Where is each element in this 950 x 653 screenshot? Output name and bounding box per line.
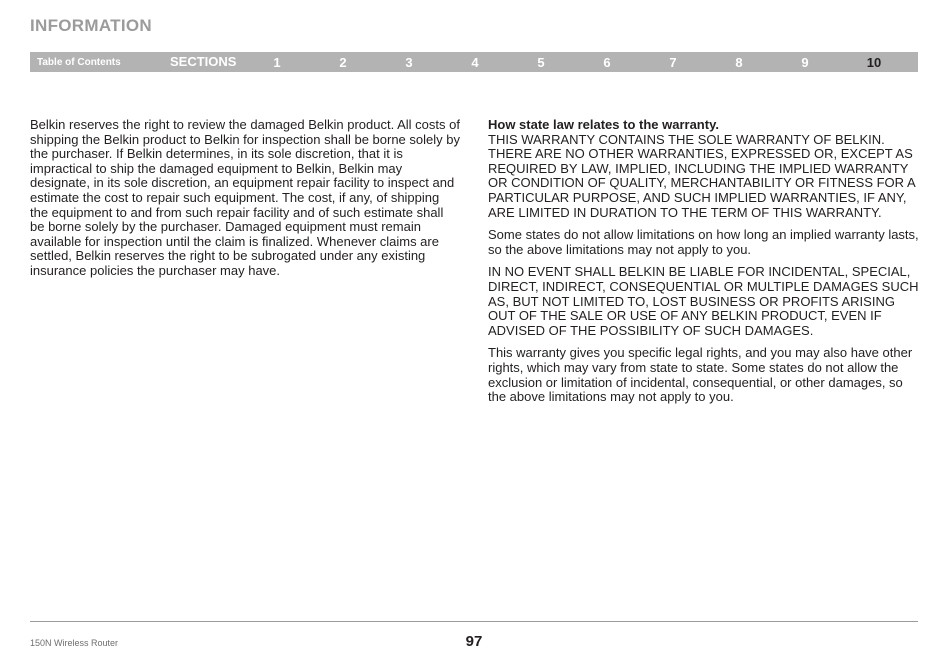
section-link-2[interactable]: 2 (339, 55, 347, 70)
section-link-7[interactable]: 7 (669, 55, 677, 70)
section-link-10-active[interactable]: 10 (866, 55, 882, 70)
section-link-5[interactable]: 5 (537, 55, 545, 70)
section-link-4[interactable]: 4 (471, 55, 479, 70)
right-column (488, 118, 920, 413)
state-law-heading: How state law relates to the warranty. (488, 117, 719, 132)
section-link-3[interactable]: 3 (405, 55, 413, 70)
repair-inspection-paragraph: Belkin reserves the right to review the damaged Belkin product. All costs of shipping the Belkin product to Belkin for inspection shall be borne solely by the purchaser. If Belkin determines, in its sole discretion, that it is impractical to ship the damaged equipment to Belkin, Belkin may designate, in its sole discretion, an equipment repair facility to inspect and estimate the cost to repair such equipment. The cost, if any, of shipping the equipment to and from such repair facility and of such estimate shall be borne solely by the purchaser. Damaged equipment must remain available for inspection until the claim is finalized. Whenever claims are settled, Belkin reserves the right to be subrogated under any existing insurance policies the purchaser may have. (30, 117, 460, 278)
liability-disclaimer-paragraph: IN NO EVENT SHALL BELKIN BE LIABLE FOR INCIDENTAL, SPECIAL, DIRECT, INDIRECT, CONSEQUENTIAL OR MULTIPLE DAMAGES SUCH AS, BUT NOT LIMITED TO, LOST BUSINESS OR PROFITS ARISING OUT OF THE SALE OR USE OF ANY BELKIN PRODUCT, EVEN IF ADVISED OF THE POSSIBILITY OF SUCH DAMAGES. (488, 264, 919, 338)
left-column (30, 118, 460, 287)
section-link-9[interactable]: 9 (801, 55, 809, 70)
page-number: 97 (465, 633, 483, 650)
implied-warranty-limitation-paragraph: Some states do not allow limitations on how long an implied warranty lasts, so the above limitations may not apply to you. (488, 227, 919, 257)
state-law-section (488, 118, 920, 220)
footer-product-name: 150N Wireless Router (30, 638, 119, 648)
section-link-6[interactable]: 6 (603, 55, 611, 70)
sole-warranty-paragraph: THIS WARRANTY CONTAINS THE SOLE WARRANTY OF BELKIN. THERE ARE NO OTHER WARRANTIES, EXPRESSED OR, EXCEPT AS REQUIRED BY LAW, IMPLIED, INCLUDING THE IMPLIED WARRANTY OR CONDITION OF QUALITY, MERCHANTABILITY OR FITNESS FOR A PARTICULAR PURPOSE, AND SUCH IMPLIED WARRANTIES, IF ANY, ARE LIMITED IN DURATION TO THE TERM OF THIS WARRANTY. (488, 131, 915, 220)
sections-label: SECTIONS (170, 54, 237, 69)
page-header-title: INFORMATION (30, 16, 152, 35)
section-link-8[interactable]: 8 (735, 55, 743, 70)
section-link-1[interactable]: 1 (273, 55, 281, 70)
table-of-contents-link[interactable]: Table of Contents (37, 57, 121, 68)
legal-rights-paragraph: This warranty gives you specific legal rights, and you may also have other rights, which may vary from state to state. Some states do not allow the exclusion or limitation of incidental, consequential, or other damages, so the above limitations may not apply to you. (488, 345, 913, 405)
section-nav-bar (30, 52, 918, 72)
footer-divider (30, 621, 918, 622)
